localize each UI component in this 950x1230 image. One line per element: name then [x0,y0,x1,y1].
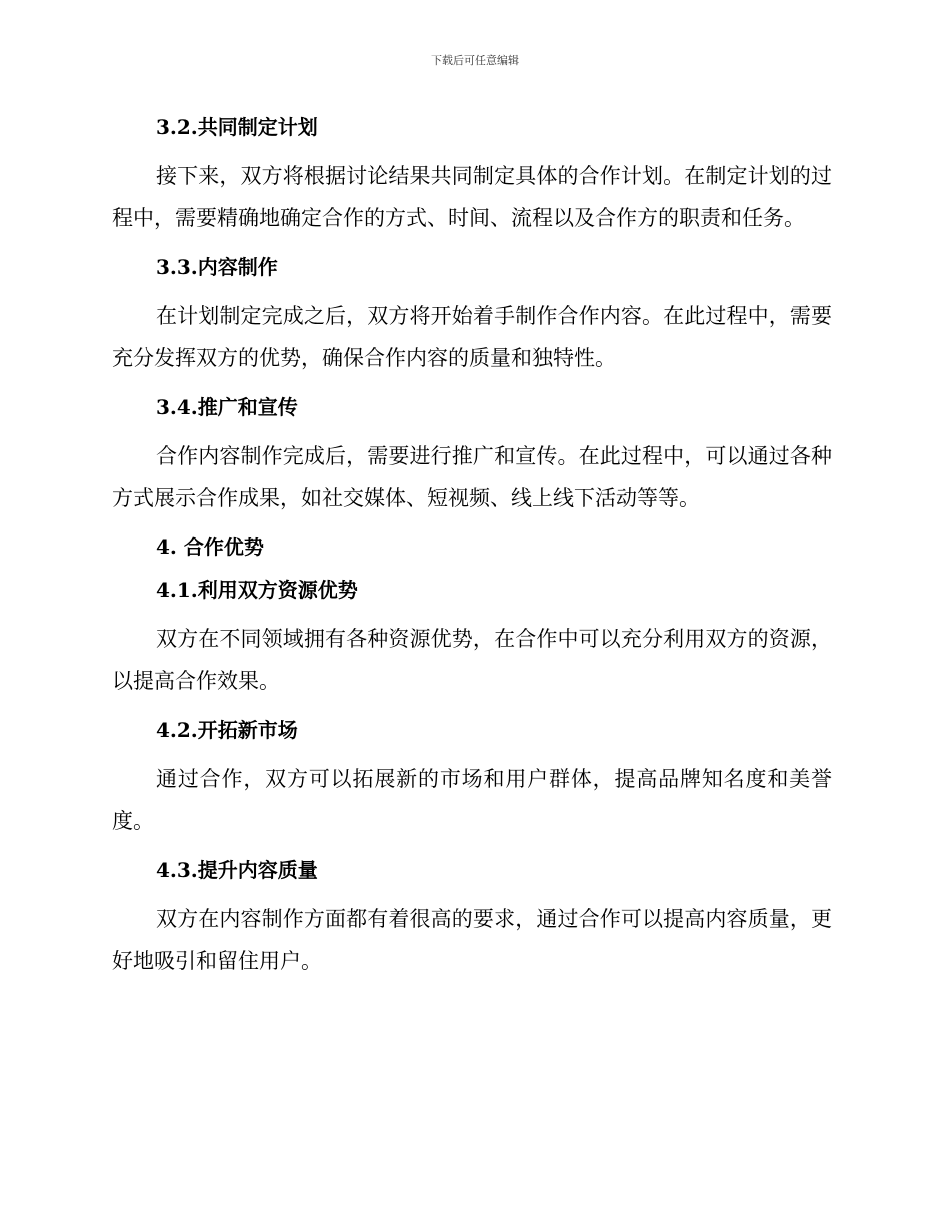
section-heading-4-2: 4.2.开拓新市场 [156,718,298,742]
page-header-note: 下载后可任意编辑 [431,54,519,67]
section-heading-3-2: 3.2.共同制定计划 [156,115,318,139]
section-body-3-3: 在计划制定完成之后，双方将开始着手制作合作内容。在此过程中，需要充分发挥双方的优势，确保合作内容的质量和独特性。 [112,304,832,370]
section-body-3-2: 接下来，双方将根据讨论结果共同制定具体的合作计划。在制定计划的过程中，需要精确地确定合作的方式、时间、流程以及合作方的职责和任务。 [112,164,832,230]
section-heading-3-3: 3.3.内容制作 [156,255,278,279]
section-body-4-1: 双方在不同领域拥有各种资源优势，在合作中可以充分利用双方的资源，以提高合作效果。 [112,627,832,693]
section-heading-3-4: 3.4.推广和宣传 [156,395,298,419]
section-heading-4-1: 4.1.利用双方资源优势 [156,578,358,602]
section-heading-4: 4. 合作优势 [156,535,264,559]
document-content [112,112,832,982]
section-body-3-4: 合作内容制作完成后，需要进行推广和宣传。在此过程中，可以通过各种方式展示合作成果，如社交媒体、短视频、线上线下活动等等。 [112,444,832,510]
section-heading-4-3: 4.3.提升内容质量 [156,858,318,882]
section-body-4-2: 通过合作，双方可以拓展新的市场和用户群体，提高品牌知名度和美誉度。 [112,767,832,833]
section-body-4-3: 双方在内容制作方面都有着很高的要求，通过合作可以提高内容质量，更好地吸引和留住用户。 [112,907,832,973]
